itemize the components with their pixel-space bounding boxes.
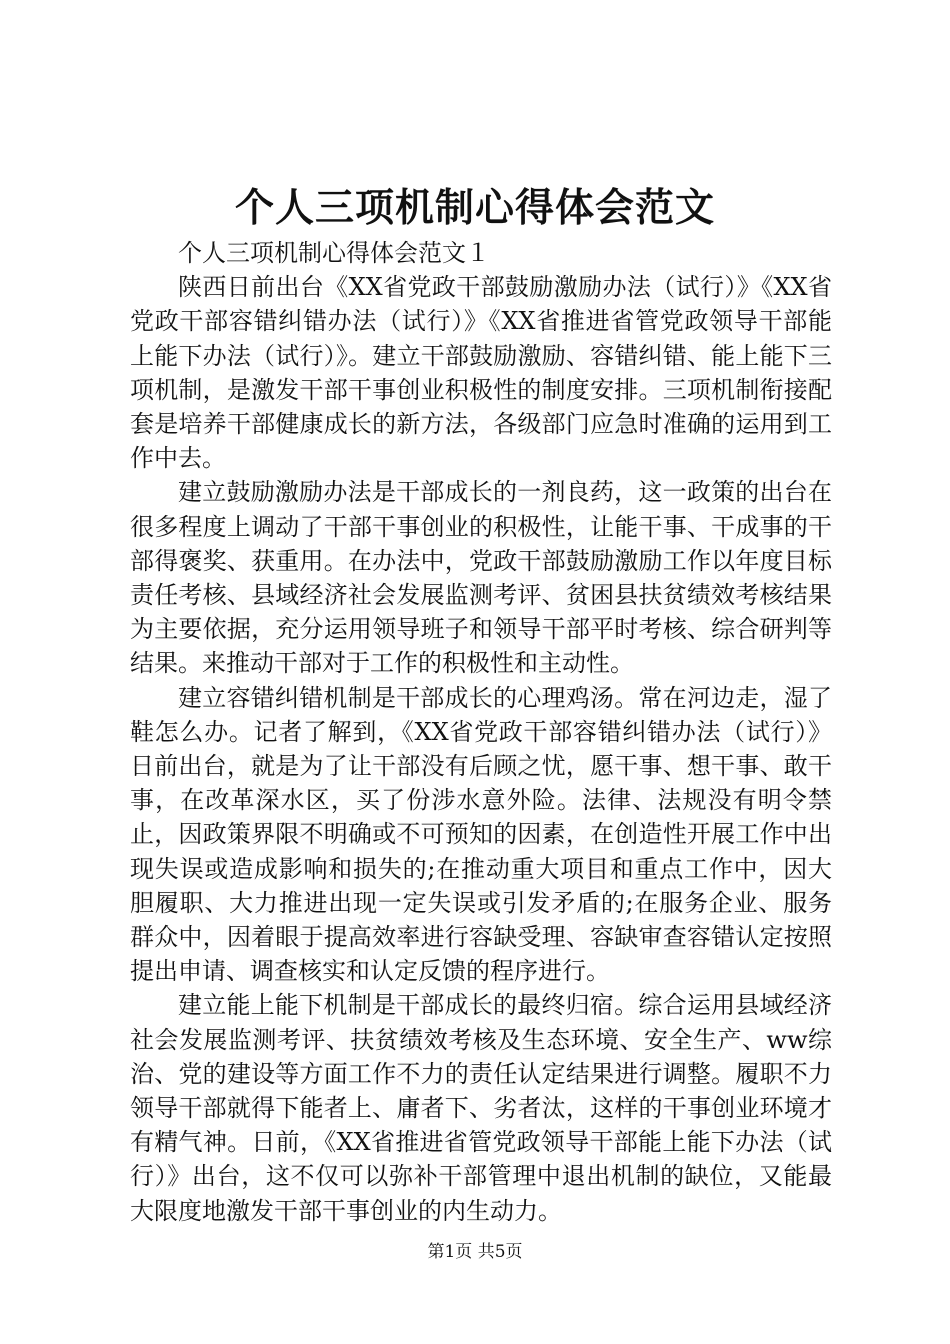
paragraph-1: 陕西日前出台《XX省党政干部鼓励激励办法（试行）》《XX省党政干部容错纠错办法（试行）》《XX省推进省管党政领导干部能上能下办法（试行）》。建立干部鼓励激励、容错纠错、能上能下三项机制，是激发干部干事创业积极性的制度安排。三项机制衔接配套是培养干部健康成长的新方法，各级部门应急时准确的运用到工作中去。 (130, 273, 832, 473)
page-number-footer: 第1页 共5页 (427, 1242, 523, 1262)
paragraph-3: 建立容错纠错机制是干部成长的心理鸡汤。常在河边走，湿了鞋怎么办。记者了解到，《XX省党政干部容错纠错办法（试行）》日前出台，就是为了让干部没有后顾之忧，愿干事、想干事、敢干事，在改革深水区，买了份涉水意外险。法律、法规没有明令禁止，因政策界限不明确或不可预知的因素，在创造性开展工作中出现失误或造成影响和损失的;在推动重大项目和重点工作中，因大胆履职、大力推进出现一定失误或引发矛盾的;在服务企业、服务群众中，因着眼于提高效率进行容缺受理、容缺审查容错认定按照提出申请、调查核实和认定反馈的程序进行。 (130, 683, 832, 986)
document-subtitle: 个人三项机制心得体会范文１ (178, 239, 490, 267)
document-body (130, 236, 832, 1228)
document-title: 个人三项机制心得体会范文 (234, 185, 715, 231)
paragraph-2: 建立鼓励激励办法是干部成长的一剂良药，这一政策的出台在很多程度上调动了干部干事创业的积极性，让能干事、干成事的干部得褒奖、获重用。在办法中，党政干部鼓励激励工作以年度目标责任考核、县域经济社会发展监测考评、贫困县扶贫绩效考核结果为主要依据，充分运用领导班子和领导干部平时考核、综合研判等结果。来推动干部对于工作的积极性和主动性。 (130, 478, 832, 678)
paragraph-4: 建立能上能下机制是干部成长的最终归宿。综合运用县域经济社会发展监测考评、扶贫绩效考核及生态环境、安全生产、ww综治、党的建设等方面工作不力的责任认定结果进行调整。履职不力领导干部就得下能者上、庸者下、劣者汰，这样的干事创业环境才有精气神。日前，《XX省推进省管党政领导干部能上能下办法（试行）》出台，这不仅可以弥补干部管理中退出机制的缺位，又能最大限度地激发干部干事创业的内生动力。 (130, 991, 832, 1225)
